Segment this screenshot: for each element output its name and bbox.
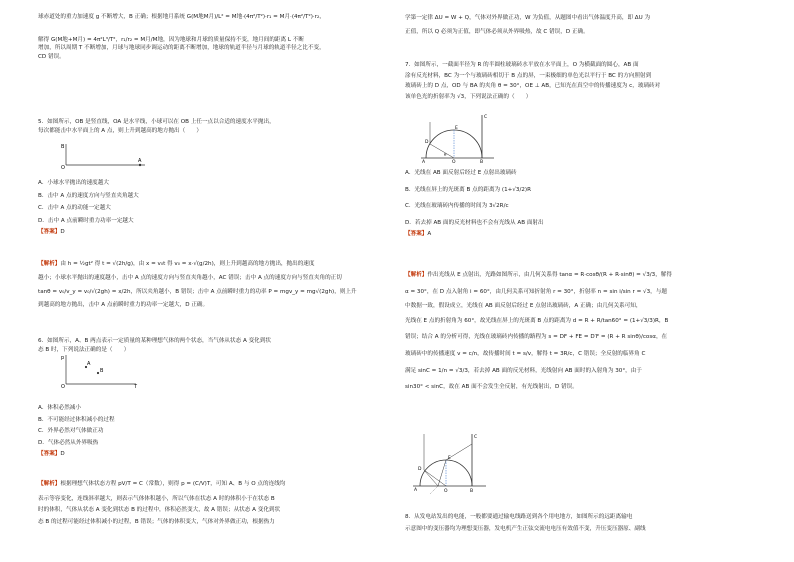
left-top-text bbox=[38, 13, 368, 61]
analysis-text: sin30° < sinC，故在 AB 面不会发生全反射，有光线射出，D 错误。 bbox=[405, 384, 578, 391]
analysis-line bbox=[38, 260, 368, 269]
analysis-text: α = 30°，在 D 点入射角 i = 60°，由几何关系可知折射角 r = 30°，折射率 n = sin i/sin r = √3，与题 bbox=[405, 288, 667, 295]
analysis-text: 到越高的地方抛出，击中 A 点前瞬时重力的功率一定越大，D 正确。 bbox=[38, 301, 209, 308]
text-line: 学第一定律 ΔU = W + Q，气体对外界做正功，W 为负值，从题图中看出气体温度升高，即 ΔU 为 bbox=[405, 15, 651, 21]
label-t: T bbox=[134, 384, 138, 389]
question-text: 每次都能击中水平面上的 A 点，则上升到越高的地方抛出（ ） bbox=[38, 127, 203, 134]
question-7 bbox=[405, 61, 750, 101]
option-c: C．击中 A 点的动能一定越大 bbox=[38, 205, 111, 212]
analysis-text: 根据理想气体状态方程 pV/T = C（常数），则得 p = (C/V)T，可知 A、B 与 O 点的连线均 bbox=[60, 481, 286, 487]
text-line: 正值，所以 Q 必须为正值，即气体必须从外界吸热，故 C 错误，D 正确。 bbox=[405, 28, 589, 35]
question-text: 8．从发电站发出的电能，一般都要通过输电线路送到各个用电地方，如图所示的远距离输电 bbox=[405, 514, 633, 520]
label-c: C bbox=[484, 115, 488, 120]
question-5 bbox=[38, 118, 368, 135]
option-d: D．气体必然从外界吸热 bbox=[38, 439, 99, 446]
text-line: 增加，所以周期 T 不断增加，月球与地球同步调运动的距离不断增加，地球的轨道半径与月球的轨道半径之比不变， bbox=[38, 45, 325, 52]
label-e: E bbox=[455, 126, 458, 131]
answer-label: 【答案】 bbox=[38, 451, 61, 458]
text-line: 解得 G(M地+M月) = 4π²L³/T²，r₁/r₂ = M月/M地，因为地球和月球的质量保持不变，地月间的距离 L 不断 bbox=[38, 36, 304, 43]
analysis-text: 玻璃砖中的传播速度 v = c/n，故传播时间 t = s/v，解得 t = 3R/c，C 错误；全反射的临界角 C bbox=[405, 350, 646, 357]
answer-value: A bbox=[427, 231, 432, 238]
question-6-analysis bbox=[38, 480, 368, 526]
q7-figure-analysis bbox=[410, 430, 490, 496]
question-5-analysis bbox=[38, 260, 368, 309]
label-a: A bbox=[87, 361, 91, 367]
label-d: D bbox=[425, 140, 429, 145]
question-7-analysis bbox=[405, 271, 750, 392]
analysis-label: 【解析】 bbox=[38, 481, 61, 487]
question-text: 7．如图所示，一截面半径为 R 的半圆柱玻璃砖水平放在水平面上，O 为横截面的圆心，AB 面 bbox=[405, 62, 639, 68]
question-5-options bbox=[38, 179, 368, 237]
analysis-line bbox=[405, 271, 750, 280]
question-text: 玻璃砖上的 D 点，OD 与 BA 的夹角 θ = 30°，OE ⊥ AB，已知光在真空中的传播速度为 c，玻璃砖对 bbox=[405, 83, 661, 90]
question-text: 示意图中的变压器均为理想变压器，发电机产生正弦交流电电压有效值不变，升压变压器原、副线 bbox=[405, 525, 646, 532]
question-text: 态 B 时，下列说法正确的是（ ） bbox=[38, 346, 130, 353]
mirror-image-line bbox=[430, 486, 438, 494]
label-b: B bbox=[480, 160, 484, 164]
option-d: D．击中 A 点前瞬时重力功率一定越大 bbox=[38, 217, 134, 224]
question-text: 5．如图所示，OB 是竖直线，OA 是水平线，小球可以在 OB 上任一点以合适的速度水平抛出， bbox=[38, 119, 275, 125]
text-line: CD 错误。 bbox=[38, 53, 65, 60]
question-8 bbox=[405, 513, 750, 533]
analysis-text: 时的体积，气体从状态 A 变化到状态 B 的过程中，体积必然变大，故 A 错误；从状态 A 变化到状 bbox=[38, 507, 281, 514]
option-a: A．小球水平抛出的速度越大 bbox=[38, 180, 109, 186]
analysis-text: 光线在 E 点的折射角为 60°，故光线在屏上的光斑离 B 点的距离为 d = R + R/tan60° = (1+√3/3)R，B bbox=[405, 317, 669, 324]
analysis-text: 表示等容变化，连线斜率越大，则表示气体体积越小，所以气体在状态 A 时的体积小于在状态 B bbox=[38, 495, 275, 502]
option-b: B．不可能经过体积减小的过程 bbox=[38, 416, 115, 423]
label-e: E bbox=[448, 456, 451, 461]
reflected-ray bbox=[438, 460, 446, 486]
answer-line bbox=[405, 230, 750, 239]
analysis-label: 【解析】 bbox=[38, 261, 61, 267]
analysis-text: 越小；小球水平抛出的速度越小，击中 A 点的速度方向与竖直夹角越小，AC 错误；击中 A 点的速度方向与竖直夹角的正切 bbox=[38, 274, 342, 281]
label-b: B bbox=[61, 144, 65, 150]
analysis-text: 满足 sinC = 1/n = √3/3，若去掉 AB 面的反光材料，光线射向 AB 面时的入射角为 30°，由于 bbox=[405, 367, 642, 374]
label-o: O bbox=[61, 165, 65, 170]
option-c: C．光线在玻璃砖内传播的时间为 3√2R/c bbox=[405, 203, 509, 210]
option-d: D．若去掉 AB 面的反光材料也不会有光线从 AB 面射出 bbox=[405, 219, 544, 226]
q5-figure bbox=[60, 140, 150, 170]
q6-figure bbox=[60, 353, 140, 389]
label-o: O bbox=[444, 489, 448, 494]
answer-line bbox=[38, 228, 368, 237]
question-6 bbox=[38, 337, 368, 354]
text-line: 球赤道处的重力加速度 g 不断增大，B 正确；根据地月系统 G(M地M月)/L² = M地·(4π²/T²)·r₁ = M月·(4π²/T²)·r₂， bbox=[38, 14, 325, 20]
point-b bbox=[97, 372, 99, 374]
analysis-text: 由 h = ½gt² 得 t = √(2h/g)，由 x = v₀t 得 v₀ = x·√(g/2h)，则上升到越高的地方抛出，抛出的速度 bbox=[60, 261, 315, 267]
label-a: A bbox=[138, 158, 142, 164]
option-a: A．光线在 AB 面反射后经过 E 点射出玻璃砖 bbox=[405, 170, 517, 176]
q7-figure-top bbox=[418, 112, 498, 164]
analysis-line bbox=[38, 480, 368, 489]
label-a: A bbox=[414, 488, 418, 493]
option-c: C．外界必然对气体做正功 bbox=[38, 428, 104, 435]
label-c: C bbox=[474, 435, 478, 440]
label-a: A bbox=[422, 160, 426, 164]
right-top-text bbox=[405, 14, 750, 36]
analysis-text: 错误；结合 A 的分析可得，光线在玻璃砖内传播的路程为 s = DF + FE = D′F = (R + R sinθ)/cosα，在 bbox=[405, 334, 668, 341]
answer-line bbox=[38, 450, 368, 459]
analysis-label: 【解析】 bbox=[405, 272, 428, 278]
answer-value: D bbox=[60, 229, 65, 236]
label-o: O bbox=[61, 384, 65, 389]
label-b: B bbox=[470, 489, 474, 494]
question-text: 6．如图所示，A、B 两点表示一定质量的某种理想气体的两个状态，当气体从状态 A 变化到状 bbox=[38, 338, 271, 344]
analysis-text: 态 B 的过程可能经过体积减小的过程，B 错误；气体的体积变大，气体对外界做正功，根据热力 bbox=[38, 518, 275, 525]
label-d: D bbox=[418, 467, 422, 472]
question-7-options bbox=[405, 169, 750, 239]
analysis-text: 作出光线从 E 点射出，光路如图所示，由几何关系得 tanα = R·cosθ/(R + R·sinθ) = √3/3，解得 bbox=[427, 272, 672, 278]
question-6-options bbox=[38, 404, 368, 459]
option-a: A．体积必然减小 bbox=[38, 405, 81, 411]
question-text: 该单色光的折射率为 √3，下列说法正确的（ ） bbox=[405, 93, 532, 100]
option-b: B．击中 A 点的速度方向与竖直夹角越大 bbox=[38, 192, 139, 199]
question-text: 涂有反光材料，BC 为一个与玻璃砖相切于 B 点的屏，一束极细的单色光以平行于 BC 的方向照射到 bbox=[405, 72, 652, 79]
line-od bbox=[430, 144, 454, 158]
option-b: B．光线在屏上的光斑离 B 点的距离为 (1+√3/2)R bbox=[405, 186, 531, 193]
answer-value: D bbox=[60, 451, 65, 458]
line-od bbox=[424, 470, 446, 486]
label-o: O bbox=[452, 160, 456, 164]
answer-label: 【答案】 bbox=[38, 229, 61, 236]
refracted-ray bbox=[424, 470, 438, 486]
analysis-text: 中数据一致，假设成立，光线在 AB 面反射后经过 E 点射出玻璃砖，A 正确；由几何关系可知， bbox=[405, 303, 642, 310]
answer-label: 【答案】 bbox=[405, 231, 428, 238]
label-b: B bbox=[100, 368, 104, 374]
label-theta: θ bbox=[444, 152, 447, 157]
analysis-text: tanθ = v₀/v_y = v₀/√(2gh) = x/2h，所以夹角越小，B 错误；击中 A 点前瞬时重力的功率 P = mgv_y = mg√(2gh)，则上升 bbox=[38, 289, 357, 296]
point-a bbox=[139, 164, 141, 166]
label-p: p bbox=[61, 355, 65, 361]
